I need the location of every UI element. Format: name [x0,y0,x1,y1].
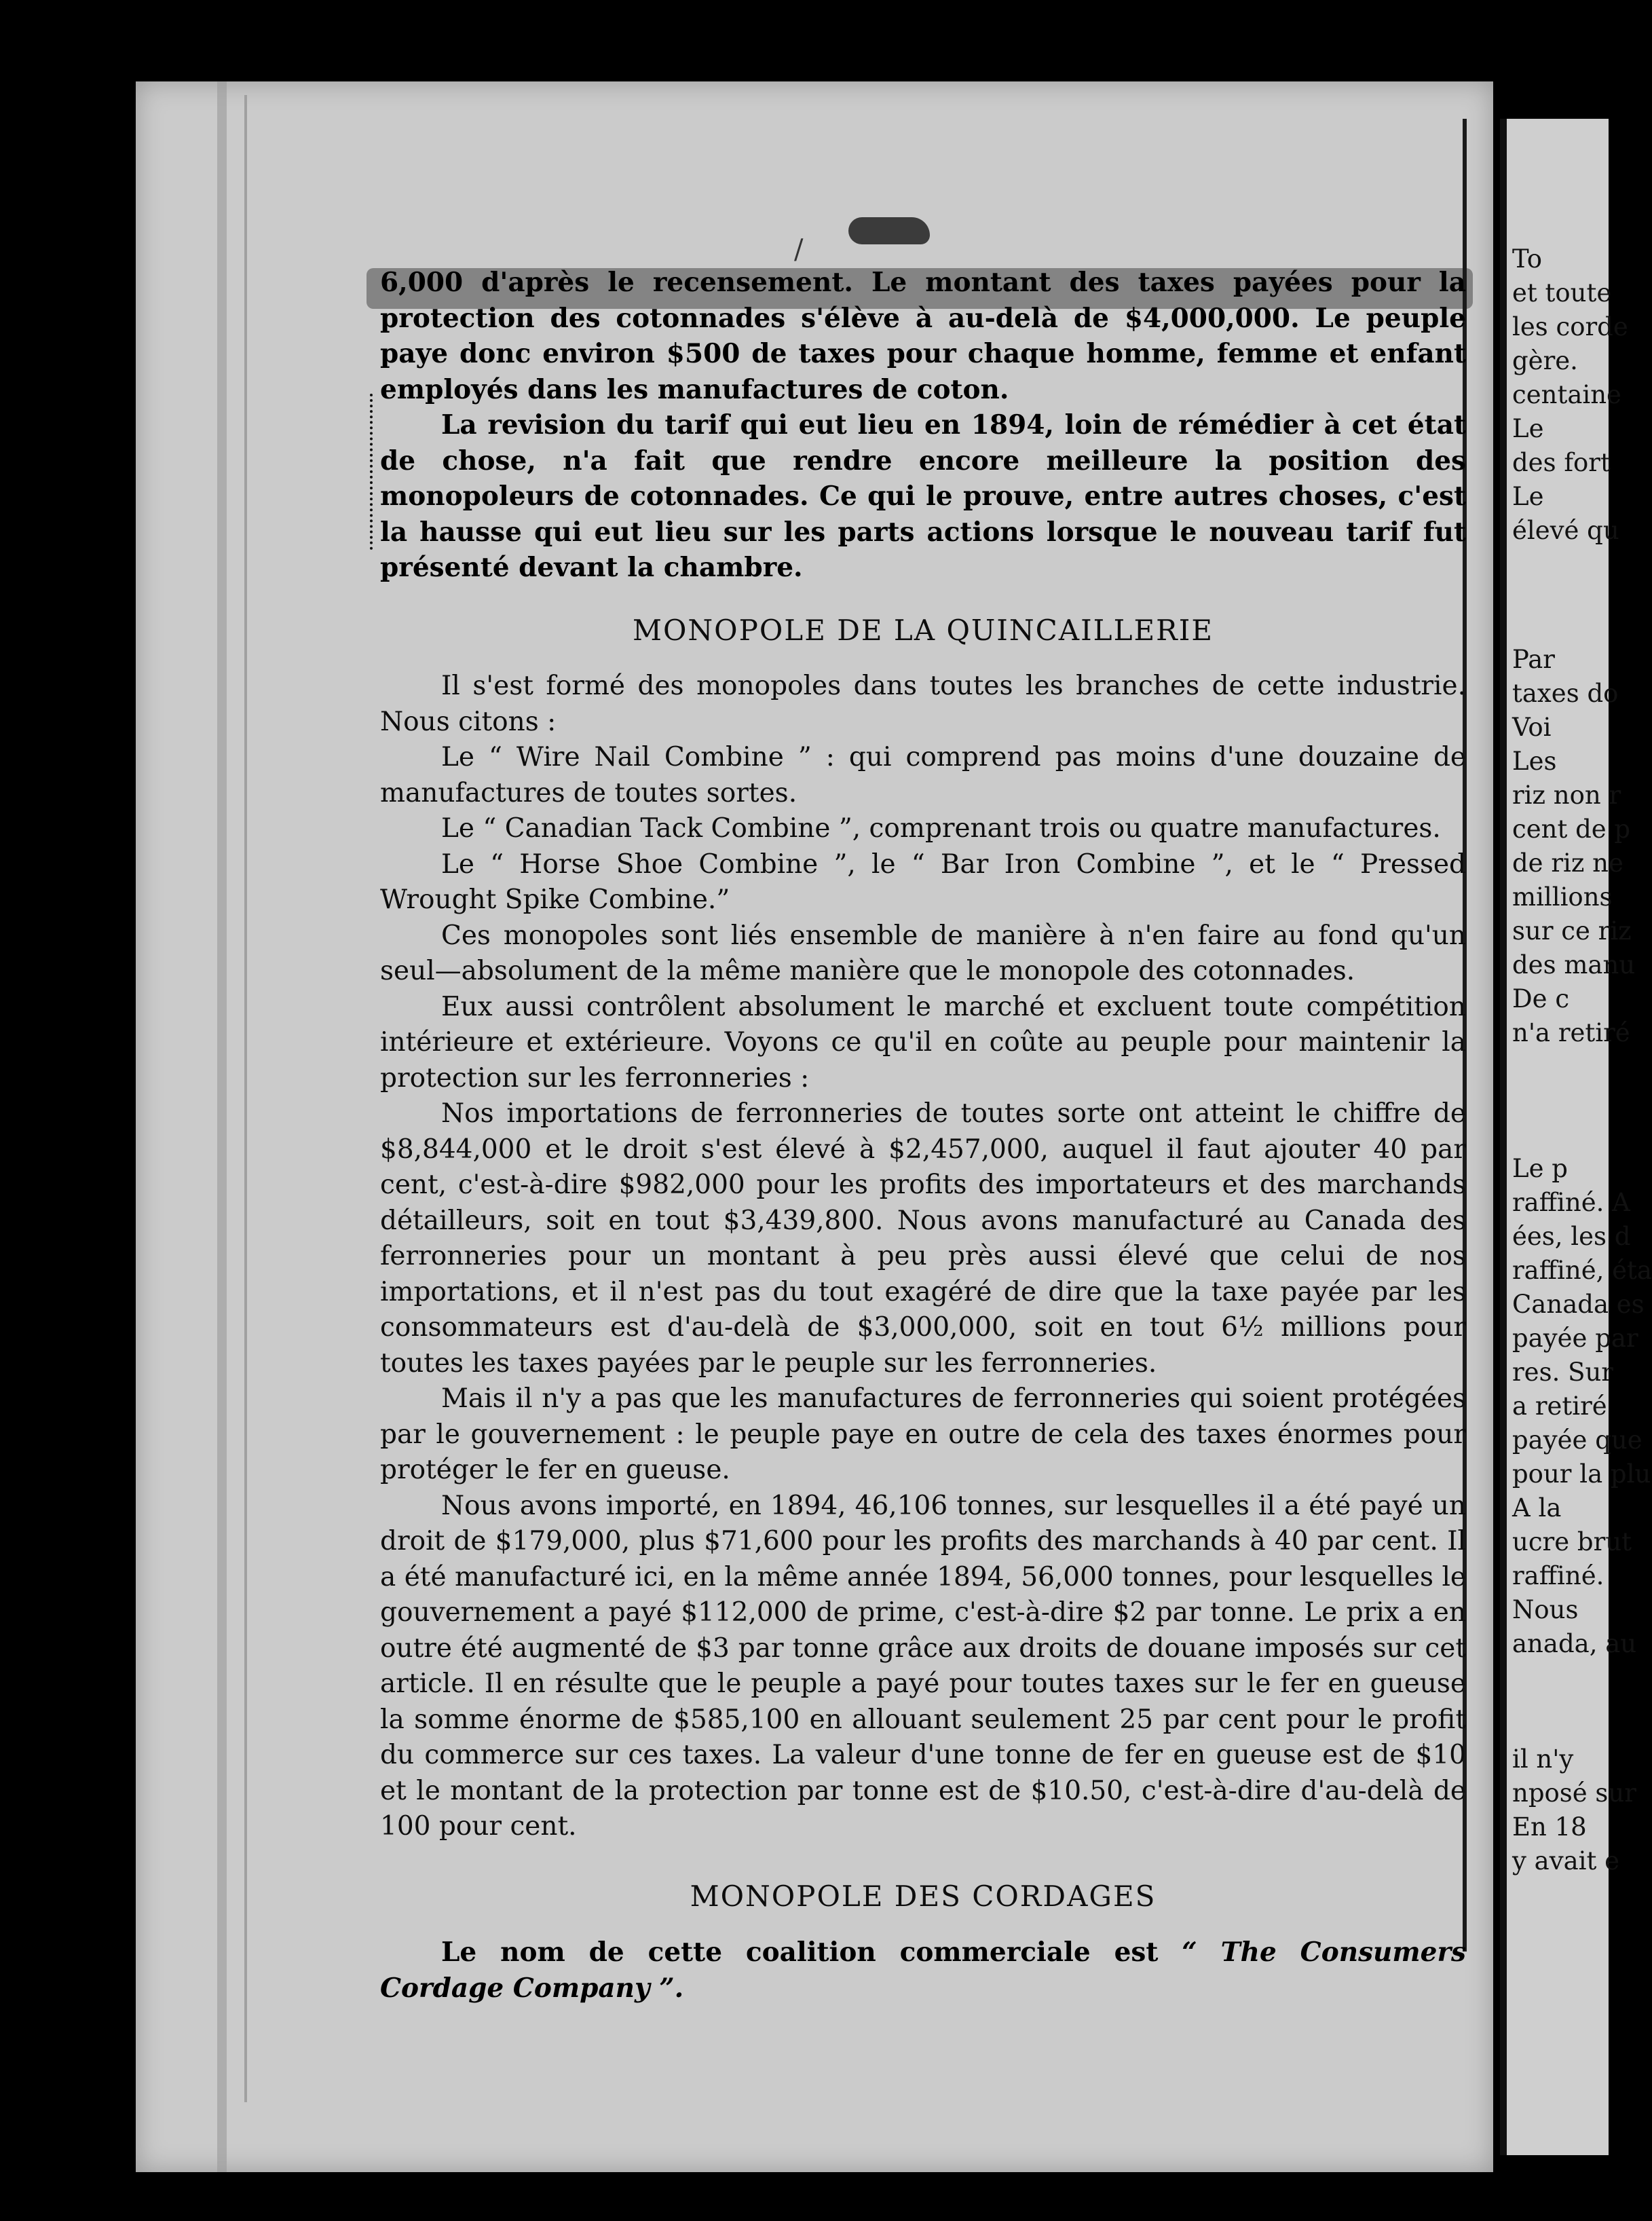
adjacent-text-fragment: y avait e [1512,1846,1620,1875]
cordages-intro: Le nom de cette coalition commerciale est [441,1937,1182,1968]
adjacent-text-fragment: pour la plu [1512,1459,1651,1489]
adjacent-page-fragment [1500,119,1652,2155]
paragraph-quincaillerie-4: Le “ Horse Shoe Combine ”, le “ Bar Iron Combine ”, et le “ Pressed Wrought Spike Combine.” [380,848,1466,915]
adjacent-text-fragment: les corde [1512,312,1628,341]
adjacent-text-fragment: To [1512,244,1543,274]
adjacent-text-fragment: res. Sur [1512,1358,1613,1387]
paragraph-quincaillerie-5: Ces monopoles sont liés ensemble de manière à n'en faire au fond qu'un seul—absolument de la même manière que le monopole des cotonnades. [380,920,1466,986]
adjacent-text-fragment: raffiné, éta [1512,1256,1652,1285]
adjacent-text-fragment: ucre brut [1512,1527,1632,1556]
paragraph-tarif-revision: La revision du tarif qui eut lieu en 1894, loin de rémédier à cet état de chose, n'a fait que rendre encore meilleure la position des monopoleurs de cotonnades. Ce qui le prouve, entre autres choses, c'est la hausse qui eut lieu sur les parts actions lorsque le nouveau tarif fut présenté devant la chambre. [380,409,1466,583]
adjacent-text-fragment: A la [1512,1493,1562,1523]
adjacent-text-fragment: En 18 [1512,1812,1587,1842]
adjacent-text-fragment: Canada es [1512,1290,1645,1319]
adjacent-text-fragment: il n'y [1512,1744,1574,1774]
adjacent-text-fragment: nposé sur [1512,1778,1636,1808]
adjacent-text-fragment: Le p [1512,1154,1568,1183]
heading-cordages: MONOPOLE DES CORDAGES [690,1879,1157,1913]
page-inner-edge [244,95,247,2102]
adjacent-text-fragment: cent de p [1512,815,1631,844]
adjacent-text-fragment: Voi [1512,713,1552,742]
adjacent-text-fragment: De c [1512,984,1570,1013]
margin-dots [370,394,375,550]
adjacent-text-fragment: et toute [1512,278,1612,307]
adjacent-text-fragment: Le [1512,414,1544,443]
paragraph-quincaillerie-6: Eux aussi contrôlent absolument le marché et excluent toute compétition intérieure et extérieure. Voyons ce qu'il en coûte au peuple pour maintenir la protection sur les ferronneries : [380,991,1466,1094]
adjacent-text-fragment: Par [1512,645,1555,674]
paragraph-quincaillerie-2: Le “ Wire Nail Combine ” : qui comprend pas moins d'une douzaine de manufactures de toutes sortes. [380,742,1466,808]
adjacent-text-fragment: raffiné. A [1512,1188,1630,1217]
pencil-mark: / [794,234,804,265]
main-text-column [380,265,1466,2006]
adjacent-text-fragment: ées, les d [1512,1222,1631,1251]
adjacent-text-fragment: de riz ne [1512,848,1623,878]
paragraph-quincaillerie-3: Le “ Canadian Tack Combine ”, comprenant trois ou quatre manufactures. [441,813,1441,844]
adjacent-text-fragment: payée que [1512,1425,1642,1455]
adjacent-text-fragment: des fort [1512,448,1611,477]
adjacent-text-fragment: anada, au [1512,1629,1637,1658]
paragraph-quincaillerie-1: Il s'est formé des monopoles dans toutes les branches de cette industrie. Nous citons : [380,671,1466,737]
paragraph-quincaillerie-7: Nos importations de ferronneries de toutes sorte ont atteint le chiffre de $8,844,000 et le droit s'est élevé à $2,457,000, auquel il faut ajouter 40 par cent, c'est-à-dire $982,000 pour les profits des importateurs et des marchands détailleurs, soit en tout $3,439,800. Nous avons manufacturé au Canada des ferronneries pour un montant à peu près aussi élevé que celui de nos importations, et il n'est pas du tout exagéré de dire que la taxe payée par les consommateurs est d'au-delà de $3,000,000, soit en tout 6½ millions pour toutes les taxes payées par le peuple sur les ferronneries. [380,1098,1466,1379]
adjacent-text-fragment: Nous [1512,1595,1579,1624]
adjacent-text-fragment: riz non r [1512,781,1621,810]
adjacent-text-fragment: centaine [1512,380,1621,409]
paragraph-cotonnades-taxes: 6,000 d'après le recensement. Le montant des taxes payées pour la protection des cotonnades s'élève à au-delà de $4,000,000. Le peuple paye donc environ $500 de taxes pour chaque homme, femme et enfant employés dans les manufactures de coton. [380,267,1466,405]
paragraph-quincaillerie-9: Nous avons importé, en 1894, 46,106 tonnes, sur lesquelles il a été payé un droit de $179,000, plus $71,600 pour les profits des marchands à 40 par cent. Il a été manufacturé ici, en la même année 1894, 56,000 tonnes, pour lesquelles le gouvernement a payé $112,000 de prime, c'est-à-dire $2 par tonne. Le prix a en outre été augmenté de $3 par tonne grâce aux droits de douane imposés sur cet article. Il en résulte que le peuple a payé pour toutes taxes sur le fer en gueuse la somme énorme de $585,100 en allouant seulement 25 par cent pour le profit du commerce sur ces taxes. La valeur d'une tonne de fer en gueuse est de $10 et le montant de la protection par tonne est de $10.50, c'est-à-dire d'au-delà de 100 pour cent. [380,1490,1466,1842]
adjacent-text-fragment: a retiré [1512,1392,1607,1421]
adjacent-text-fragment: élevé qu [1512,516,1619,545]
page-fold-edge [217,81,227,2172]
ink-blot-mark [848,217,930,244]
heading-quincaillerie: MONOPOLE DE LA QUINCAILLERIE [632,613,1214,647]
adjacent-text-fragment: Les [1512,747,1557,776]
paragraph-quincaillerie-8: Mais il n'y a pas que les manufactures de ferronneries qui soient protégées par le gouvernement : le peuple paye en outre de cela des taxes énormes pour protéger le fer en gueuse. [380,1383,1466,1485]
adjacent-text-fragment: n'a retiré [1512,1018,1630,1047]
adjacent-text-fragment: des manu [1512,950,1636,979]
adjacent-text-fragment: sur ce riz [1512,916,1632,946]
paragraph-cordages [380,1935,1466,2006]
adjacent-text-fragment: Le [1512,482,1544,511]
adjacent-text-fragment: payée par [1512,1324,1638,1353]
adjacent-text-fragment: taxes do [1512,679,1619,708]
adjacent-text-fragment: raffiné. [1512,1561,1604,1590]
cordages-company-name: “ The Consumers Cordage Company ”. [380,1937,1466,2004]
adjacent-text-fragment: gère. [1512,346,1578,375]
adjacent-text-fragment: millions [1512,882,1613,912]
